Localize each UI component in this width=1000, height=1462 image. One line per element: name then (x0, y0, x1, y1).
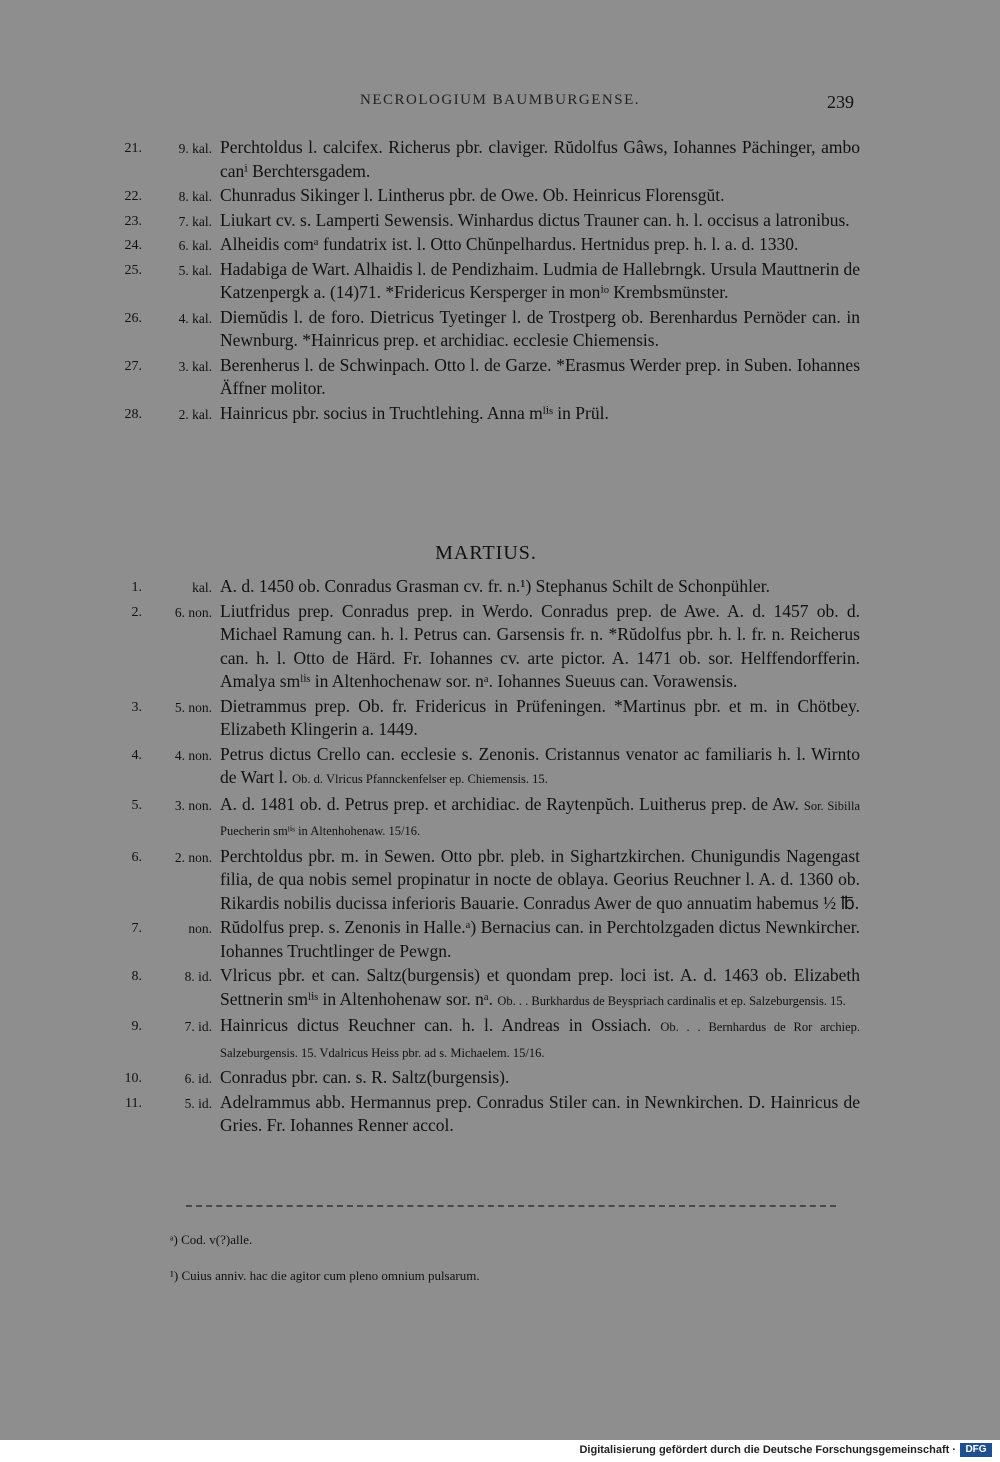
funding-credit: Digitalisierung gefördert durch die Deutsche Forschungsgemeinschaft · (579, 1444, 956, 1456)
calendar-entry (112, 916, 860, 963)
entry-number: 5. (131, 797, 142, 813)
entry-text (220, 209, 860, 233)
footnote-a: ᵃ) Cod. v(?)alle. (170, 1232, 253, 1247)
calendar-entry (112, 306, 860, 353)
entry-main-text: Conradus pbr. can. s. R. Saltz(burgensis). (220, 1067, 510, 1087)
entry-number: 8. (131, 969, 142, 984)
entry-main-text: Petrus dictus Crello can. ecclesie s. Zenonis. Cristannus venator ac familiaris h. l. Wirnto de Wart l. (220, 743, 860, 787)
entry-text (220, 1091, 860, 1138)
entry-text (220, 743, 860, 792)
entry-day: 5. kal. (178, 262, 212, 278)
calendar-entry (112, 575, 860, 599)
march-section (112, 528, 860, 1139)
entry-later-addition: Sor. Sibilla Puecherin smˡⁱˢ in Altenhohenaw. 15/16. (220, 798, 860, 838)
entry-main-text: Hainricus pbr. socius in Truchtlehing. Anna mˡⁱˢ in Prül. (220, 402, 609, 423)
entry-day: 5. id. (184, 1095, 212, 1111)
calendar-entry (112, 209, 860, 233)
entry-main-text: Chunradus Sikinger l. Lintherus pbr. de Owe. Ob. Heinricus Florensgŭt. (220, 185, 725, 205)
entry-main-text: Adelrammus abb. Hermannus prep. Conradus Stiler can. in Newnkirchen. D. Hainricus de Gries. Fr. Iohannes Renner accol. (220, 1091, 860, 1135)
entry-day: 6. kal. (178, 238, 212, 253)
entry-text (220, 1014, 860, 1065)
entry-main-text: Hadabiga de Wart. Alhaidis l. de Pendizhaim. Ludmia de Hallebrngk. Ursula Mauttnerin de Katzenpergk a. (14)71. *Fridericus Kersperger in monⁱᵒ Krembsmünster. (220, 258, 860, 302)
entry-number: 4. (131, 747, 142, 763)
entry-number: 11. (125, 1095, 142, 1111)
entry-main-text: A. d. 1450 ob. Conradus Grasman cv. fr. n.¹) Stephanus Schilt de Schonpühler. (220, 576, 770, 596)
entry-main-text: Diemŭdis l. de foro. Dietricus Tyetinger l. de Trostperg ob. Berenhardus Pernöder can. in Newnburg. *Hainricus prep. et archidiac. ecclesie Chiemensis. (220, 306, 860, 350)
section-title: MARTIUS. (435, 542, 537, 564)
entry-text (220, 695, 860, 742)
entry-number: 1. (131, 580, 142, 595)
entry-number: 27. (124, 358, 142, 374)
march-entries (112, 575, 860, 1138)
calendar-entry (112, 1066, 860, 1090)
entry-day: 8. kal. (178, 189, 212, 204)
footer-bar (0, 1440, 1000, 1462)
calendar-entry (112, 964, 860, 1013)
entry-day: 3. non. (174, 797, 212, 813)
entry-day: kal. (192, 580, 212, 595)
calendar-entry (112, 1091, 860, 1138)
entry-main-text: Vlricus pbr. et can. Saltz(burgensis) et quondam prep. loci ist. A. d. 1463 ob. Elizabeth Settnerin smˡⁱˢ in Altenhohenaw sor. nᵃ. (220, 965, 860, 1009)
entry-day: 8. id. (184, 969, 212, 984)
entry-number: 26. (124, 310, 142, 326)
entry-later-addition: Ob. . . Burkhardus de Beyspriach cardinalis et ep. Salzeburgensis. 15. (497, 993, 846, 1008)
entry-day: 7. id. (184, 1019, 212, 1034)
entry-text (220, 136, 860, 183)
entry-later-addition: Ob. d. Vlricus Pfannckenfelser ep. Chiemensis. 15. (292, 772, 548, 786)
entry-text (220, 354, 860, 401)
entry-day: 4. non. (174, 747, 212, 763)
entry-number: 7. (131, 921, 142, 936)
entry-text (220, 233, 860, 257)
entry-number: 2. (131, 604, 142, 620)
entry-main-text: Perchtoldus pbr. m. in Sewen. Otto pbr. pleb. in Sighartzkirchen. Chunigundis Nagengast filia, de qua nobis semel propinatur in nocte de oblaya. Georius Reuchner l. A. d. 1360 ob. Rikardis nobilis ducissa inferioris Bauarie. Conradus Awer de quo annuatim habemus ½ ℔. (220, 845, 860, 913)
page-number: 239 (827, 92, 854, 112)
entry-main-text: Rŭdolfus prep. s. Zenonis in Halle.ᵃ) Bernacius can. in Perchtolzgaden dictus Newnkircher. Iohannes Truchtlinger de Pewgn. (220, 917, 860, 961)
entry-main-text: Liutfridus prep. Conradus prep. in Werdo. Conradus prep. de Awe. A. d. 1457 ob. d. Michael Ramung can. h. l. Petrus can. Garsensis fr. n. *Rŭdolfus pbr. h. l. fr. n. Reicherus can. h. l. Otto de Härd. Fr. Iohannes cv. arte pictor. A. 1471 ob. sor. Helffendorfferin. Amalya smˡⁱˢ in Altenhochenaw sor. nᵃ. Iohannes Sueuus can. Vorawensis. (220, 600, 860, 691)
entry-main-text: Hainricus dictus Reuchner can. h. l. Andreas in Ossiach. (220, 1015, 652, 1035)
calendar-entry (112, 743, 860, 792)
dfg-logo: DFG (960, 1443, 992, 1457)
calendar-entry (112, 1014, 860, 1065)
entry-day: 9. kal. (178, 141, 212, 156)
entry-day: 6. non. (174, 604, 212, 620)
entry-text (220, 793, 860, 844)
entry-text (220, 845, 860, 916)
calendar-entry (112, 402, 860, 426)
entry-main-text: Dietrammus prep. Ob. fr. Fridericus in Prüfeningen. *Martinus pbr. et m. in Chötbey. Elizabeth Klingerin a. 1449. (220, 695, 860, 739)
entry-text (220, 916, 860, 963)
entry-day: 7. kal. (178, 213, 212, 229)
entry-number: 24. (124, 238, 142, 253)
entry-number: 28. (124, 406, 142, 422)
calendar-entry (112, 793, 860, 844)
entry-text (220, 1066, 860, 1090)
entry-number: 3. (131, 699, 142, 715)
entry-main-text: Alheidis comᵃ fundatrix ist. l. Otto Chŭnpelhardus. Hertnidus prep. h. l. a. d. 1330. (220, 234, 799, 254)
entry-day: 5. non. (174, 699, 212, 715)
entry-later-addition: Ob. . . Bernhardus de Ror archiep. Salzeburgensis. 15. Vdalricus Heiss pbr. ad s. Michaelem. 15/16. (220, 1020, 861, 1060)
entry-text (220, 575, 860, 599)
entry-main-text: Liukart cv. s. Lamperti Sewensis. Winhardus dictus Trauner can. h. l. occisus a latronibus. (220, 209, 850, 230)
entry-day: 2. kal. (178, 406, 212, 422)
calendar-entry (112, 695, 860, 742)
running-title: NECROLOGIUM BAUMBURGENSE. (359, 92, 640, 108)
entry-number: 9. (131, 1019, 142, 1034)
entry-day: non. (188, 921, 212, 936)
entry-number: 23. (124, 213, 142, 229)
entry-number: 25. (124, 262, 142, 278)
february-entries (112, 136, 860, 426)
calendar-entry (112, 354, 860, 401)
entry-main-text: Berenherus l. de Schwinpach. Otto l. de Garze. *Erasmus Werder prep. in Suben. Iohannes Äffner molitor. (220, 354, 860, 398)
calendar-entry (112, 136, 860, 183)
calendar-entry (112, 600, 860, 694)
entry-number: 21. (124, 141, 142, 156)
entry-day: 3. kal. (178, 358, 212, 374)
entry-text (220, 964, 860, 1013)
entry-number: 10. (124, 1071, 142, 1086)
calendar-entry (112, 233, 860, 257)
entry-main-text: A. d. 1481 ob. d. Petrus prep. et archidiac. de Raytenpŭch. Luitherus prep. de Aw. (220, 793, 799, 814)
entry-number: 6. (131, 849, 142, 865)
entry-text (220, 184, 860, 208)
entry-main-text: Perchtoldus l. calcifex. Richerus pbr. claviger. Rŭdolfus Gâws, Iohannes Pächinger, ambo canⁱ Berchtersgadem. (220, 137, 860, 181)
entry-text (220, 402, 860, 426)
entry-day: 2. non. (174, 849, 212, 865)
calendar-entry (112, 184, 860, 208)
entry-day: 6. id. (184, 1071, 212, 1086)
entry-text (220, 258, 860, 305)
entry-text (220, 600, 860, 694)
footnote-rule (186, 1205, 836, 1207)
entry-number: 22. (124, 189, 142, 204)
calendar-entry (112, 258, 860, 305)
entry-day: 4. kal. (178, 310, 212, 326)
entry-text (220, 306, 860, 353)
calendar-entry (112, 845, 860, 916)
footnote-1: ¹) Cuius anniv. hac die agitor cum pleno omnium pulsarum. (170, 1268, 480, 1283)
